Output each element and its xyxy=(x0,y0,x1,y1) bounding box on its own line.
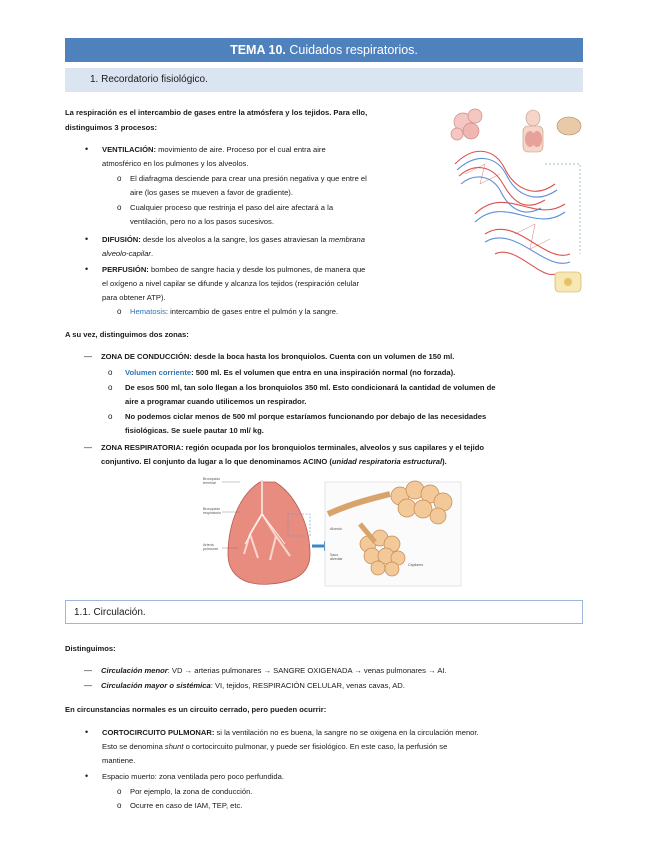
difusion-line-1: DIFUSIÓN: desde los alveolos a la sangre, los gases atraviesan la membrana xyxy=(102,235,365,244)
volumen-corriente-line: Volumen corriente: 500 ml. Es el volumen que entra en una inspiración normal (no forzada). xyxy=(125,368,456,377)
label-respiratorio: respiratorio xyxy=(203,511,221,515)
label-arteria: Arteria xyxy=(203,543,214,547)
label-saco: Saco xyxy=(330,553,339,557)
bullet-dot: • xyxy=(85,727,89,737)
ventilacion-line-2: atmosférico en los pulmones y los alveolos. xyxy=(102,159,249,168)
sub-bullet: o xyxy=(108,368,113,377)
circulation-heading: 1.1. Circulación. xyxy=(65,600,583,624)
label-alveolo: Alveolo xyxy=(330,527,342,531)
normal-circuit-text: En circunstancias normales es un circuito cerrado, pero pueden ocurrir: xyxy=(65,705,327,714)
section-heading: 1. Recordatorio fisiológico. xyxy=(65,68,583,92)
circulacion-menor: Circulación menor: VD → arterias pulmonares → SANGRE OXIGENADA → venas pulmonares → AI. xyxy=(101,666,447,675)
zona-respiratoria-2: conjuntivo. El conjunto da lugar a lo que denominamos ACINO (unidad respiratoria estructural). xyxy=(101,457,447,466)
alveoli-illustration xyxy=(325,481,461,586)
circulation-figure xyxy=(445,104,585,296)
label-capilares: Capilares xyxy=(408,563,424,567)
ventilacion-sub-2b: ventilación, pero no a los pasos sucesivos. xyxy=(130,217,274,226)
dash-marker: — xyxy=(84,443,92,452)
sub-bullet: o xyxy=(108,383,113,392)
sub-bullet: o xyxy=(108,412,113,421)
ventilacion-sub-2a: Cualquier proceso que restrinja el paso del aire afectará a la xyxy=(130,203,334,212)
brain-illustration xyxy=(557,117,581,135)
bullet-dot: • xyxy=(85,771,89,781)
sub-bullet: o xyxy=(117,801,122,810)
conduccion-sub-2a: De esos 500 ml, tan solo llegan a los bronquiolos 350 ml. Esto condicionará la cantidad de volumen de xyxy=(125,383,496,392)
title-text: Cuidados respiratorios. xyxy=(289,43,418,57)
title-number: TEMA 10. xyxy=(230,43,286,57)
espacio-sub-1: Por ejemplo, la zona de conducción. xyxy=(130,787,253,796)
intro-line-2: distinguimos 3 procesos: xyxy=(65,123,157,132)
ventilacion-sub-1b: aire (los gases se mueven a favor de gradiente). xyxy=(130,188,293,197)
perfusion-line-3: para obtener ATP). xyxy=(102,293,166,302)
espacio-muerto: Espacio muerto: zona ventilada pero poco perfundida. xyxy=(102,772,284,781)
cortocircuito-line-3: mantiene. xyxy=(102,756,136,765)
espacio-sub-2: Ocurre en caso de IAM, TEP, etc. xyxy=(130,801,243,810)
intro-line-1: La respiración es el intercambio de gases entre la atmósfera y los tejidos. Para ello, xyxy=(65,108,368,117)
bullet-dot: • xyxy=(85,144,89,154)
zones-intro: A su vez, distinguimos dos zonas: xyxy=(65,330,189,339)
cortocircuito-line-2: Esto se denomina shunt o cortocircuito pulmonar, y puede ser fisiológico. En este caso, la perfusión se xyxy=(102,742,448,751)
zona-conduccion: ZONA DE CONDUCCIÓN: desde la boca hasta los bronquiolos. Cuenta con un volumen de 150 ml. xyxy=(101,352,455,361)
dash-marker: — xyxy=(84,352,92,361)
label-pulmonar: pulmonar xyxy=(203,547,218,551)
bullet-dot: • xyxy=(85,234,89,244)
label-bronquiolo-terminal: Bronquiolo xyxy=(203,477,221,481)
perfusion-line-2: el oxígeno a nivel capilar se difunde y alcanza los tejidos (respiración celular xyxy=(102,279,360,288)
ventilacion-sub-1a: El diafragma desciende para crear una presión negativa y que entre el xyxy=(130,174,367,183)
ventilacion-line-1: VENTILACIÓN: movimiento de aire. Proceso por el cual entra aire xyxy=(102,145,326,154)
dash-marker: — xyxy=(84,681,92,690)
body-illustration xyxy=(523,110,543,152)
perfusion-line-1: PERFUSIÓN: bombeo de sangre hacia y desde los pulmones, de manera que xyxy=(102,265,366,274)
hematosis-link[interactable]: Hematosis xyxy=(130,307,166,316)
label-terminal: terminal xyxy=(203,481,216,485)
volumen-corriente-link[interactable]: Volumen corriente xyxy=(125,368,192,377)
zona-respiratoria-1: ZONA RESPIRATORIA: región ocupada por los bronquiolos terminales, alveolos y sus capilares y el tejido xyxy=(101,443,485,452)
bullet-dot: • xyxy=(85,264,89,274)
dash-marker: — xyxy=(84,666,92,675)
hematosis-line: Hematosis: intercambio de gases entre el pulmón y la sangre. xyxy=(130,307,339,316)
label-bronquiolo: Bronquiolo xyxy=(203,507,221,511)
distinguimos-label: Distinguimos: xyxy=(65,644,116,653)
acinus-figure xyxy=(200,474,462,592)
difusion-line-2: alveolo-capilar. xyxy=(102,249,154,258)
page-title xyxy=(65,38,583,62)
conduccion-sub-3a: No podemos ciclar menos de 500 ml porque estaríamos funcionando por debajo de las necesidades xyxy=(125,412,487,421)
conduccion-sub-2b: aire a programar cuando utilicemos un respirador. xyxy=(125,397,307,406)
sub-bullet: o xyxy=(117,203,122,212)
conduccion-sub-3b: fisiológicas. Se suele pautar 10 ml/ kg. xyxy=(125,426,264,435)
sub-bullet: o xyxy=(117,307,122,316)
label-alveolar: alveolar xyxy=(330,557,343,561)
circulacion-mayor: Circulación mayor o sistémica: VI, tejidos, RESPIRACIÓN CELULAR, venas cavas, AD. xyxy=(101,681,405,690)
sub-bullet: o xyxy=(117,174,122,183)
cortocircuito-line-1: CORTOCIRCUITO PULMONAR: si la ventilación no es buena, la sangre no se oxigena en la circulación menor. xyxy=(102,728,479,737)
sub-bullet: o xyxy=(117,787,122,796)
